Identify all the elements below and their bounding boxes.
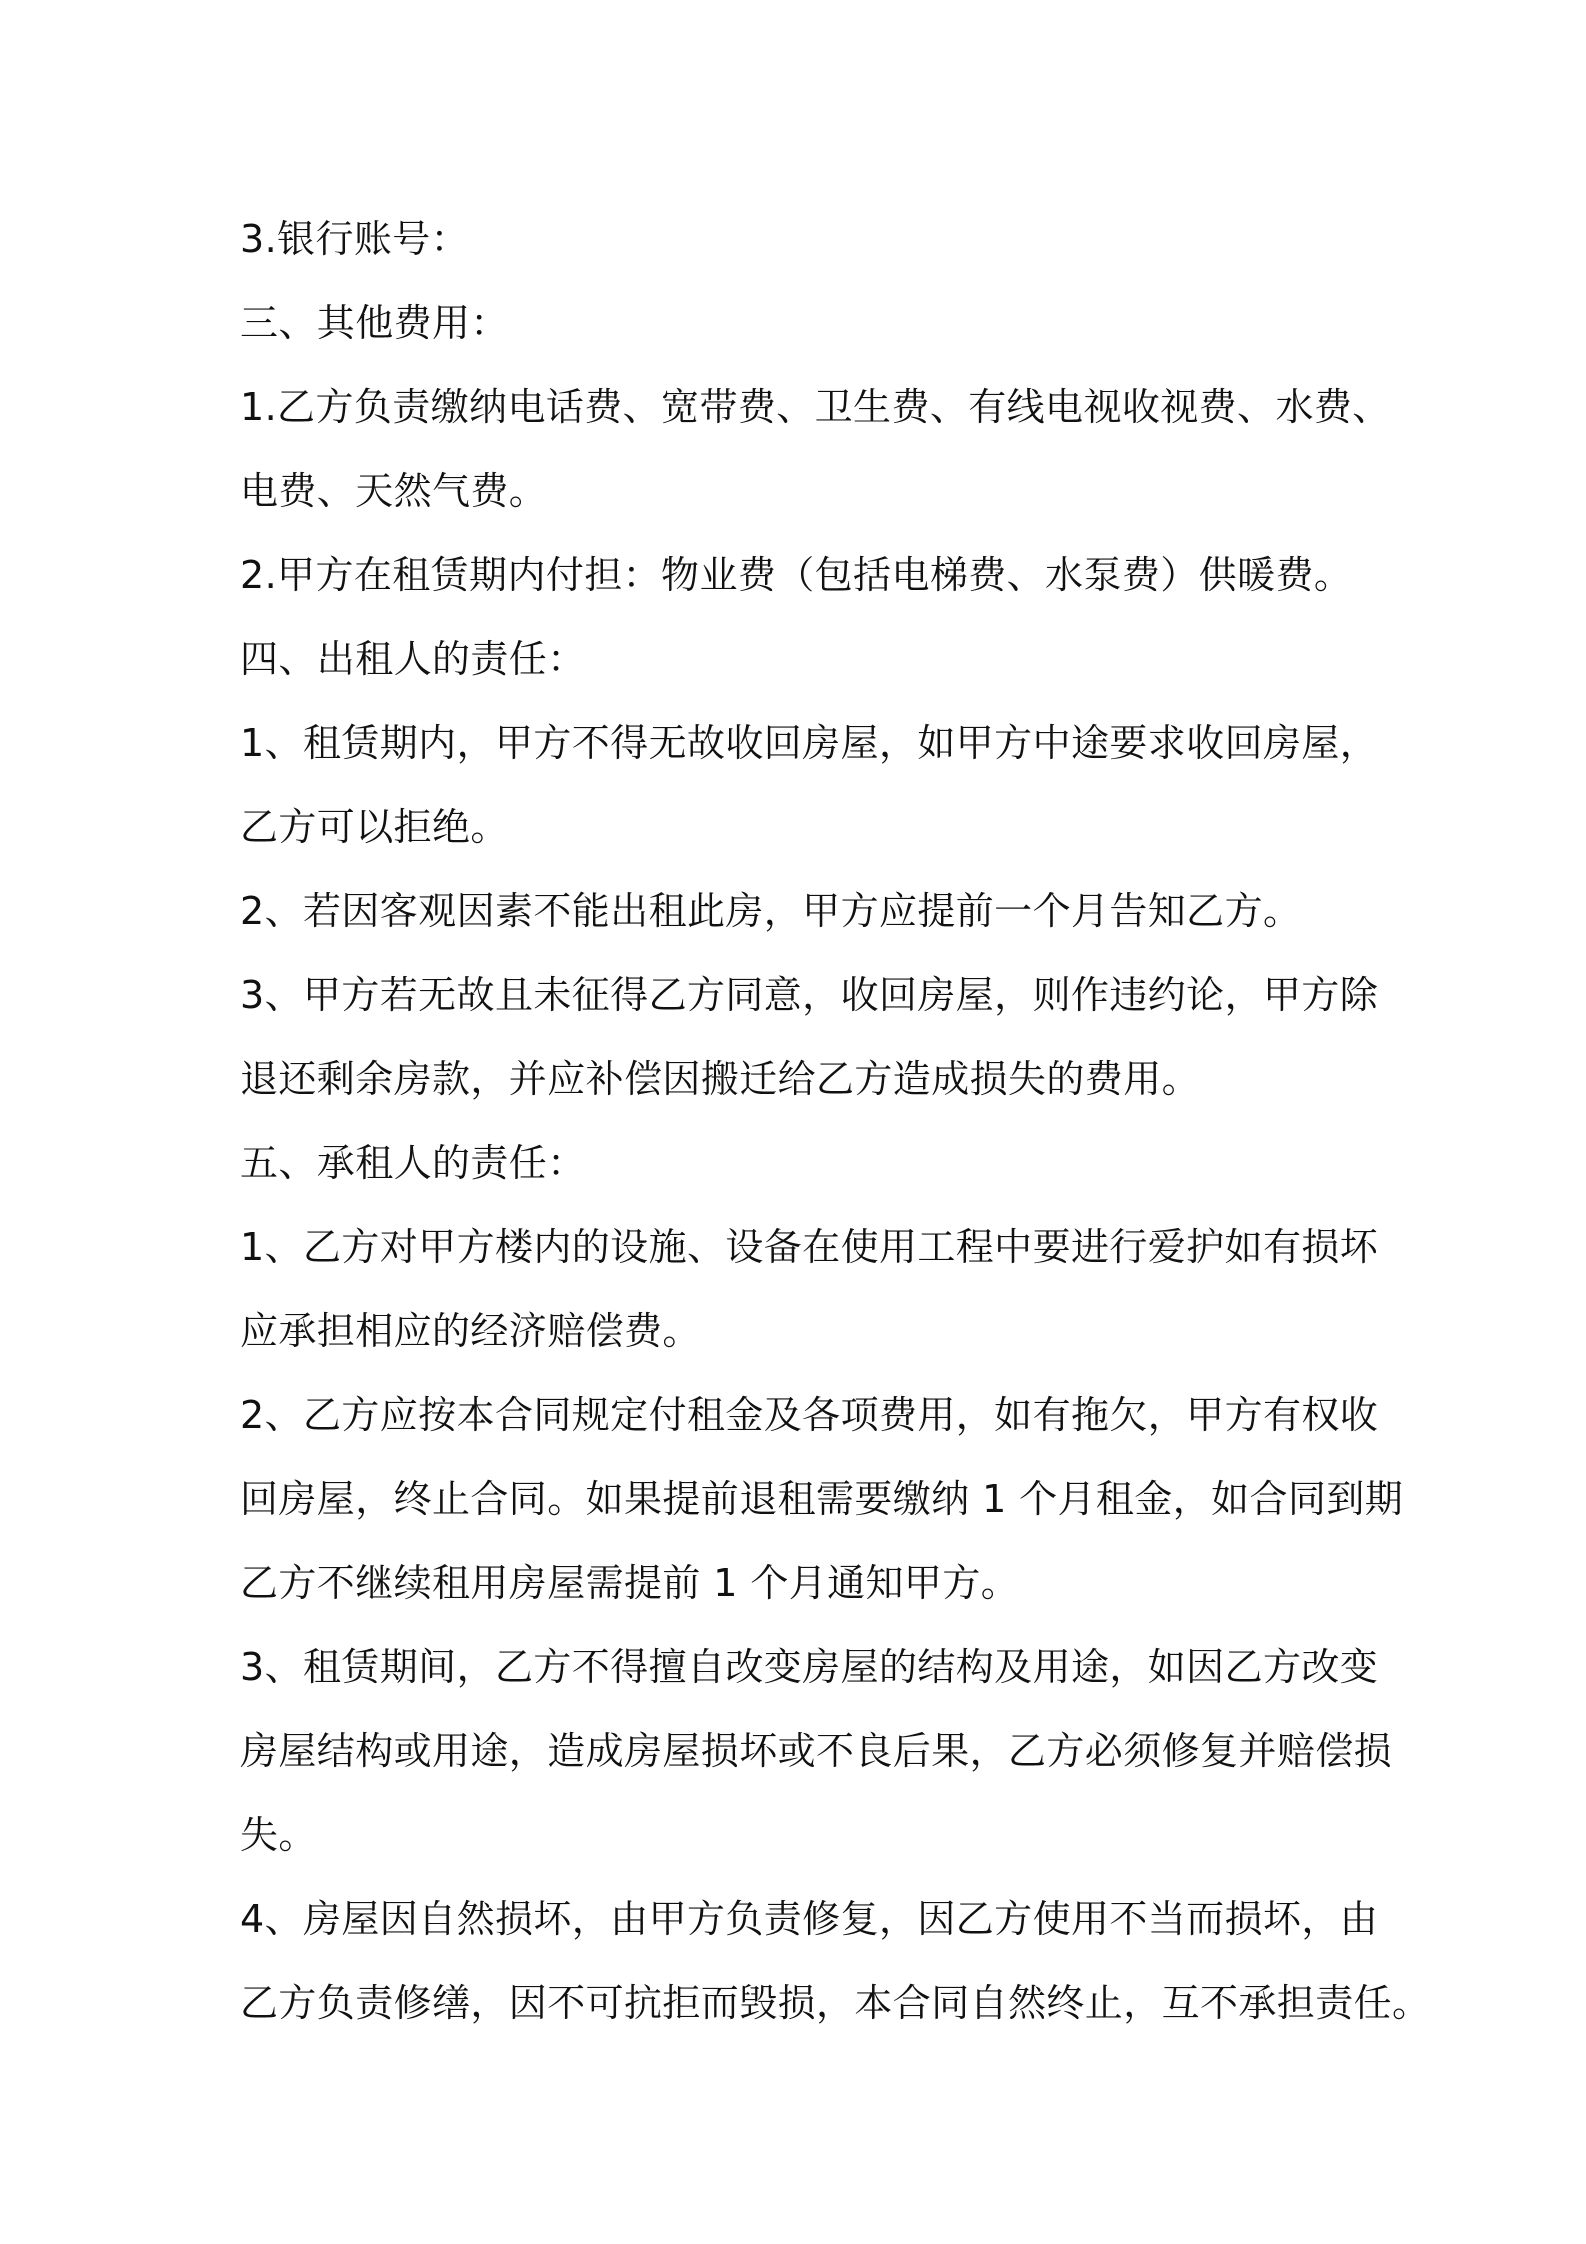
text-line: 房屋结构或用途，造成房屋损坏或不良后果，乙方必须修复并赔偿损 (240, 1729, 1393, 1773)
text-line: 2、乙方应按本合同规定付租金及各项费用，如有拖欠，甲方有权收 (240, 1393, 1379, 1437)
text-line: 乙方负责修缮，因不可抗拒而毁损，本合同自然终止，互不承担责任。 (240, 1981, 1431, 2025)
text-line: 2.甲方在租赁期内付担：物业费（包括电梯费、水泵费）供暖费。 (240, 553, 1353, 597)
document-body (240, 197, 1431, 2045)
text-line: 4、房屋因自然损坏，由甲方负责修复，因乙方使用不当而损坏，由 (240, 1897, 1379, 1941)
text-line: 1.乙方负责缴纳电话费、宽带费、卫生费、有线电视收视费、水费、 (240, 385, 1391, 429)
section-heading: 四、出租人的责任： (240, 637, 586, 681)
text-line: 2、若因客观因素不能出租此房，甲方应提前一个月告知乙方。 (240, 889, 1302, 933)
text-line: 3、甲方若无故且未征得乙方同意，收回房屋，则作违约论，甲方除 (240, 973, 1379, 1017)
text-line: 回房屋，终止合同。如果提前退租需要缴纳 1 个月租金，如合同到期 (240, 1477, 1404, 1521)
text-line: 3.银行账号： (240, 217, 470, 261)
text-line: 应承担相应的经济赔偿费。 (240, 1309, 701, 1353)
text-line: 乙方不继续租用房屋需提前 1 个月通知甲方。 (240, 1561, 1020, 1605)
section-heading: 三、其他费用： (240, 301, 509, 345)
section-heading: 五、承租人的责任： (240, 1141, 586, 1185)
text-line: 电费、天然气费。 (240, 469, 548, 513)
text-line: 1、乙方对甲方楼内的设施、设备在使用工程中要进行爱护如有损坏 (240, 1225, 1379, 1269)
text-line: 乙方可以拒绝。 (240, 805, 509, 849)
text-line: 退还剩余房款，并应补偿因搬迁给乙方造成损失的费用。 (240, 1057, 1201, 1101)
text-line: 1、租赁期内，甲方不得无故收回房屋，如甲方中途要求收回房屋， (240, 721, 1379, 765)
text-line: 失。 (240, 1813, 317, 1857)
text-line: 3、租赁期间，乙方不得擅自改变房屋的结构及用途，如因乙方改变 (240, 1645, 1379, 1689)
